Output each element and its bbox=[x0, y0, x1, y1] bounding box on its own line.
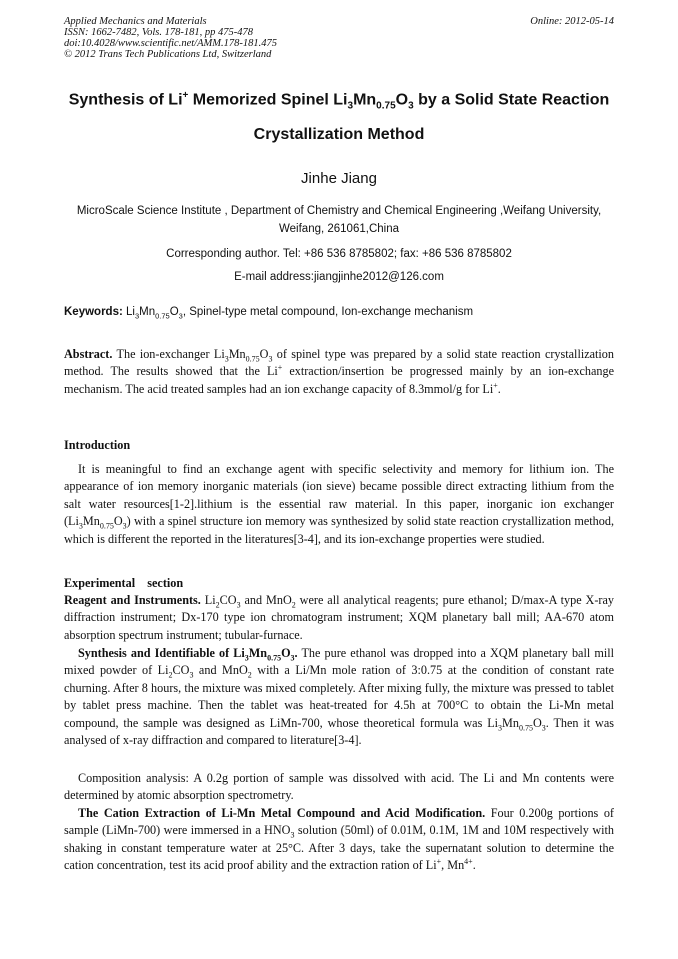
cation-extraction-paragraph: The Cation Extraction of Li-Mn Metal Compound and Acid Modification. Four 0.200g portions of sample (LiMn-700) were immersed in a $HNO_3$ solution (50ml) of 0.01M, 0.1M, 1M and 10M respectively with shaking in constant temperature water at 25°C. After 3 days, take the supernatant solution to determine the cation concentration, test its acid proof ability and the extraction ration of Li+, $Mn^{4+}$. bbox=[64, 806, 614, 873]
paper-title: Synthesis of Li+ Memorized Spinel $Li_3Mn_{0.75}O_3$ by a Solid State Reaction bbox=[68, 90, 610, 112]
email-address: E-mail address:jiangjinhe2012@126.com bbox=[234, 271, 444, 283]
journal-header bbox=[64, 16, 464, 60]
keywords: Keywords: $Li_3Mn_{0.75}O_3$, Spinel-type metal compound, Ion-exchange mechanism bbox=[64, 306, 474, 321]
synthesis-paragraph: Synthesis and Identifiable of $Li_3Mn_{0.75}O_3$. The pure ethanol was dropped into a XQM planetary ball mill mixed powder of $Li_2CO_3$ and MnO$_2$ with a Li/Mn mole ration of 3:0.75 at the condition of constant rate churning. After 8 hours, the mixture was mixed completely. After mixing fully, the mixture was pressed to tablet by tablet press machine. Then the tablet was heat-treated for 4.5h at 700°C to obtain the Li-Mn metal compound, the sample was designed as LiMn-700, whose theoretical formula was $Li_3Mn_{0.75}O_3$. Then it was analysed of x-ray diffraction and compared to literature[3-4]. bbox=[64, 646, 614, 748]
abstract: Abstract. The ion-exchanger $Li_3Mn_{0.75}O_3$ of spinel type was prepared by a solid state reaction crystallization method. The results showed that the Li+ extraction/insertion be progressed mainly by an ion-exchange mechanism. The acid treated samples had an ion exchange capacity of 8.3mmol/g for Li+. bbox=[64, 347, 614, 396]
reagent-paragraph: Reagent and Instruments. $Li_2CO_3$ and MnO$_2$ were all analytical reagents; pure ethanol; D/max-A type X-ray diffraction instrument; Dx-170 type ion chromatogram instrument; XQM planetary ball mill; AA-670 atom absorption spectrum instrument; tubular-furnace. bbox=[64, 593, 614, 642]
composition-paragraph: Composition analysis: A 0.2g portion of sample was dissolved with acid. The Li and Mn contents were determined by atomic absorption spectrometry. bbox=[64, 771, 614, 803]
corresponding-author: Corresponding author. Tel: +86 536 8785802; fax: +86 536 8785802 bbox=[166, 248, 512, 260]
introduction-heading: Introduction bbox=[64, 438, 131, 452]
journal-name: Applied Mechanics and Materials bbox=[64, 16, 207, 27]
author-name: Jinhe Jiang bbox=[301, 170, 377, 187]
affiliation: MicroScale Science Institute , Department of Chemistry and Chemical Engineering ,Weifang University, Weifang, 261061,China bbox=[76, 205, 602, 235]
paper-title-line2: Crystallization Method bbox=[253, 126, 425, 143]
experimental-heading: Experimental section bbox=[64, 576, 184, 590]
introduction-paragraph: It is meaningful to find an exchange agent with specific selectivity and memory for lithium ion. The appearance of ion memory inorganic materials (ion sieve) became possible direct extracting lithium from the salt water resources[1-2].lithium is the essential raw material. In this paper, inorganic ion exchanger $(Li_3Mn_{0.75}O_3)$ with a spinel structure ion memory was synthesized by solid state reaction crystallization method, which is different the reported in the literatures[3-4], and its ion-exchange properties were studied. bbox=[64, 462, 614, 546]
copyright-line: © 2012 Trans Tech Publications Ltd, Switzerland bbox=[64, 49, 272, 60]
online-date: Online: 2012-05-14 bbox=[530, 16, 614, 27]
doi-line: doi:10.4028/www.scientific.net/AMM.178-181.475 bbox=[64, 38, 277, 49]
issn-line: ISSN: 1662-7482, Vols. 178-181, pp 475-478 bbox=[64, 27, 253, 38]
